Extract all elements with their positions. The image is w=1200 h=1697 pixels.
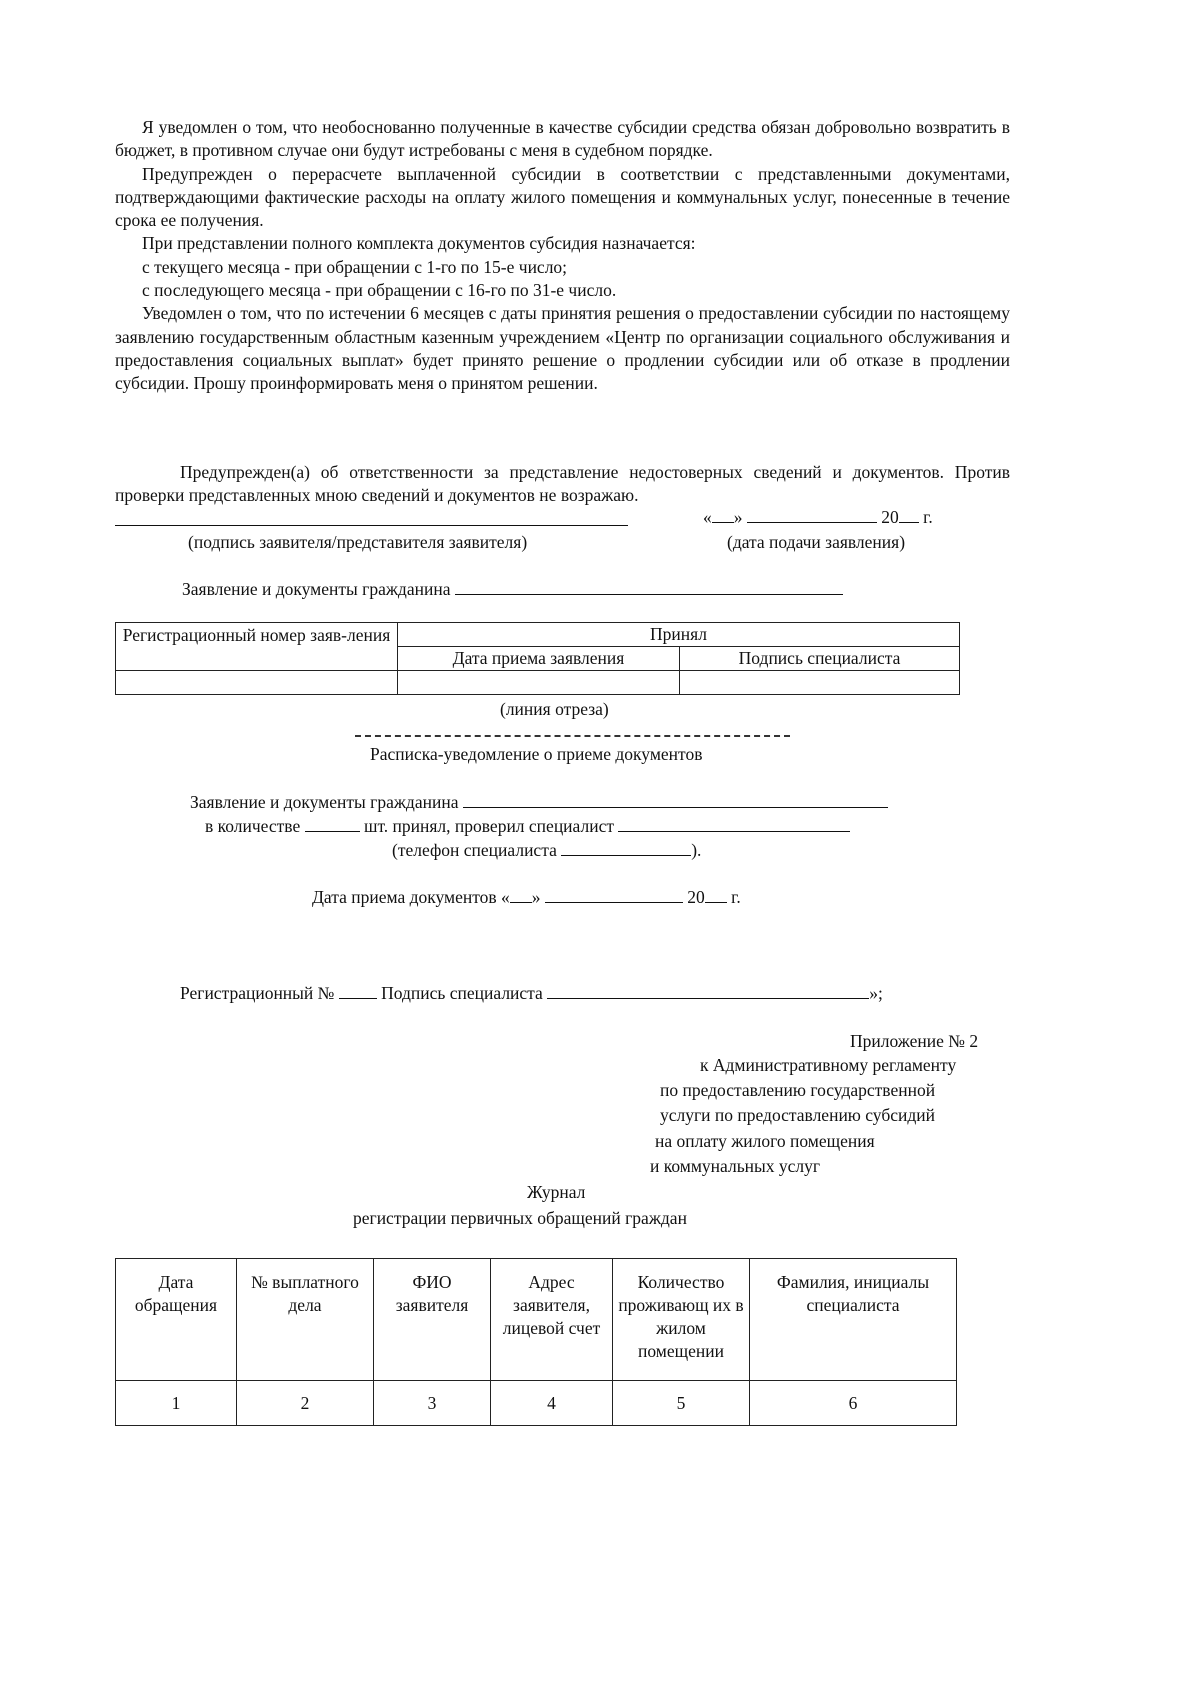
accept-date-cell[interactable]	[398, 671, 680, 695]
receipt-line-1: Заявление и документы гражданина	[190, 791, 888, 813]
column-number: 1	[116, 1381, 237, 1426]
receipt-date: Дата приема документов « » 20 г.	[312, 887, 741, 907]
column-number: 4	[491, 1381, 613, 1426]
column-number: 5	[613, 1381, 750, 1426]
appendix-line: Приложение № 2	[850, 1031, 979, 1051]
signature-caption: (подпись заявителя/представителя заявителя)	[188, 532, 528, 552]
paragraph: Предупрежден о перерасчете выплаченной субсидии в соответствии с представленными документами, подтверждающими фактические расходы на оплату жилого помещения и коммунальных услуг, понесенные в течение срока ее получения.	[115, 163, 1010, 231]
cut-line-label: (линия отреза)	[500, 699, 609, 719]
journal-title: Журнал	[527, 1182, 586, 1202]
receipt-title: Расписка-уведомление о приеме документов	[370, 744, 703, 764]
header-address: Адрес заявителя, лицевой счет	[491, 1259, 613, 1381]
application-date: « » 20 г.	[703, 507, 933, 527]
date-caption: (дата подачи заявления)	[727, 532, 906, 552]
citizen-docs-line: Заявление и документы гражданина	[182, 578, 843, 600]
accepted-header: Принял	[398, 623, 960, 647]
paragraph: с текущего месяца - при обращении с 1-го по 15-е число;	[142, 256, 568, 277]
appendix-line: услуги по предоставлению субсидий	[660, 1105, 935, 1125]
warning-text: Предупрежден(а) об ответственности за представление недостоверных сведений и документов. Против проверки представленных мною сведений и документов не возражаю.	[115, 462, 1010, 506]
header-case-number: № выплатного дела	[237, 1259, 374, 1381]
header-applicant-name: ФИО заявителя	[374, 1259, 491, 1381]
appendix-line: по предоставлению государственной	[660, 1080, 936, 1100]
accept-date-header: Дата приема заявления	[398, 647, 680, 671]
notice-paragraphs	[115, 116, 1010, 396]
appendix-line: к Административному регламенту	[700, 1055, 957, 1075]
appendix-line: и коммунальных услуг	[650, 1156, 821, 1176]
signature-line[interactable]	[115, 525, 628, 526]
paragraph: Уведомлен о том, что по истечении 6 месяцев с даты принятия решения о предоставлении субсидии по настоящему заявлению государственным областным казенным учреждением «Центр по организации социального обслуживания и предоставления социальных выплат» будет принято решение о продлении субсидии или об отказе в продлении субсидии. Прошу проинформировать меня о принятом решении.	[115, 303, 1010, 394]
registration-table	[115, 622, 960, 695]
signature-cell[interactable]	[680, 671, 960, 695]
header-date: Дата обращения	[116, 1259, 237, 1381]
appendix-line: на оплату жилого помещения	[655, 1131, 875, 1151]
cut-line	[355, 735, 790, 737]
reg-number-cell[interactable]	[116, 671, 398, 695]
header-residents: Количество проживающ их в жилом помещении	[613, 1259, 750, 1381]
reg-number-header: Регистрационный номер заяв-ления	[116, 623, 398, 671]
receipt-line-3: (телефон специалиста ).	[392, 840, 702, 860]
receipt-line-2: в количестве шт. принял, проверил специалист	[205, 815, 850, 837]
journal-table	[115, 1258, 957, 1426]
receipt-registration: Регистрационный № Подпись специалиста »;	[180, 983, 883, 1003]
header-specialist: Фамилия, инициалы специалиста	[750, 1259, 957, 1381]
specialist-signature-header: Подпись специалиста	[680, 647, 960, 671]
column-number: 3	[374, 1381, 491, 1426]
column-number: 6	[750, 1381, 957, 1426]
column-number: 2	[237, 1381, 374, 1426]
paragraph: с последующего месяца - при обращении с 16-го по 31-е число.	[142, 280, 617, 301]
journal-subtitle: регистрации первичных обращений граждан	[353, 1208, 687, 1228]
paragraph: При представлении полного комплекта документов субсидия назначается:	[142, 233, 696, 254]
liability-warning	[115, 461, 1010, 508]
paragraph: Я уведомлен о том, что необоснованно полученные в качестве субсидии средства обязан добровольно возвратить в бюджет, в противном случае они будут истребованы с меня в судебном порядке.	[115, 117, 1010, 161]
